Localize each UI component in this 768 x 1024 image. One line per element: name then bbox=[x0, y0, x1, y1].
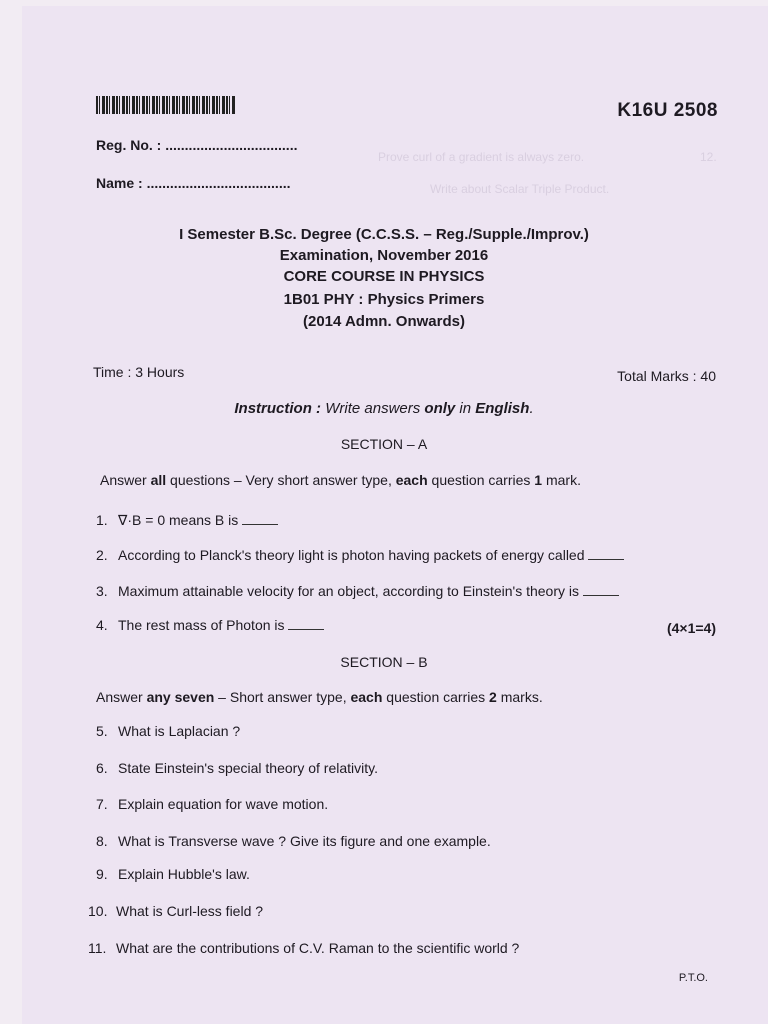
question-11: 11. What are the contributions of C.V. Raman to the scientific world ? bbox=[88, 940, 520, 956]
time-allowed: Time : 3 Hours bbox=[93, 364, 185, 380]
answer-blank bbox=[588, 547, 624, 560]
instruction-only: only bbox=[424, 400, 456, 417]
exam-title-line2: Examination, November 2016 bbox=[279, 247, 489, 264]
instruction-label: Instruction : bbox=[234, 400, 322, 417]
reg-no-field: Reg. No. : .................................. bbox=[96, 137, 298, 153]
show-through-text: Prove curl of a gradient is always zero. bbox=[378, 150, 585, 164]
exam-title-line4: 1B01 PHY : Physics Primers bbox=[283, 291, 485, 308]
question-1: 1. ∇·B = 0 means B is bbox=[96, 512, 278, 529]
section-a-marks: (4×1=4) bbox=[666, 620, 716, 636]
question-7: 7. Explain equation for wave motion. bbox=[96, 796, 329, 812]
question-8: 8. What is Transverse wave ? Give its figure and one example. bbox=[96, 833, 491, 849]
exam-title-line5: (2014 Admn. Onwards) bbox=[303, 313, 465, 330]
exam-title-line3: CORE COURSE IN PHYSICS bbox=[283, 268, 485, 285]
total-marks: Total Marks : 40 bbox=[617, 368, 716, 384]
question-paper-code: K16U 2508 bbox=[617, 100, 718, 121]
question-9: 9. Explain Hubble's law. bbox=[96, 866, 250, 882]
section-a-intro: Answer all questions – Very short answer type, each question carries 1 mark. bbox=[100, 472, 581, 488]
question-4: 4. The rest mass of Photon is bbox=[96, 617, 324, 633]
question-3: 3. Maximum attainable velocity for an object, according to Einstein's theory is bbox=[96, 583, 619, 599]
name-field: Name : ..................................... bbox=[96, 175, 291, 191]
section-a-heading: SECTION – A bbox=[340, 436, 428, 452]
answer-blank bbox=[583, 583, 619, 596]
section-b-heading: SECTION – B bbox=[340, 654, 428, 670]
exam-title-line1: I Semester B.Sc. Degree (C.C.S.S. – Reg./Supple./Improv.) bbox=[179, 226, 589, 243]
instruction: Instruction : Write answers only in English. bbox=[234, 400, 534, 417]
question-6: 6. State Einstein's special theory of relativity. bbox=[96, 760, 378, 776]
show-through-text: 12. bbox=[700, 150, 717, 164]
please-turn-over: P.T.O. bbox=[678, 972, 708, 984]
answer-blank bbox=[288, 617, 324, 630]
instruction-language: English bbox=[475, 400, 530, 417]
instruction-text: Write answers bbox=[325, 400, 425, 417]
question-10: 10. What is Curl-less field ? bbox=[88, 903, 264, 919]
question-2: 2. According to Planck's theory light is photon having packets of energy called bbox=[96, 547, 624, 563]
question-5: 5. What is Laplacian ? bbox=[96, 723, 241, 739]
barcode bbox=[96, 96, 236, 114]
show-through-text: Write about Scalar Triple Product. bbox=[430, 182, 610, 196]
answer-blank bbox=[242, 512, 278, 525]
section-b-intro: Answer any seven – Short answer type, each question carries 2 marks. bbox=[96, 689, 543, 705]
